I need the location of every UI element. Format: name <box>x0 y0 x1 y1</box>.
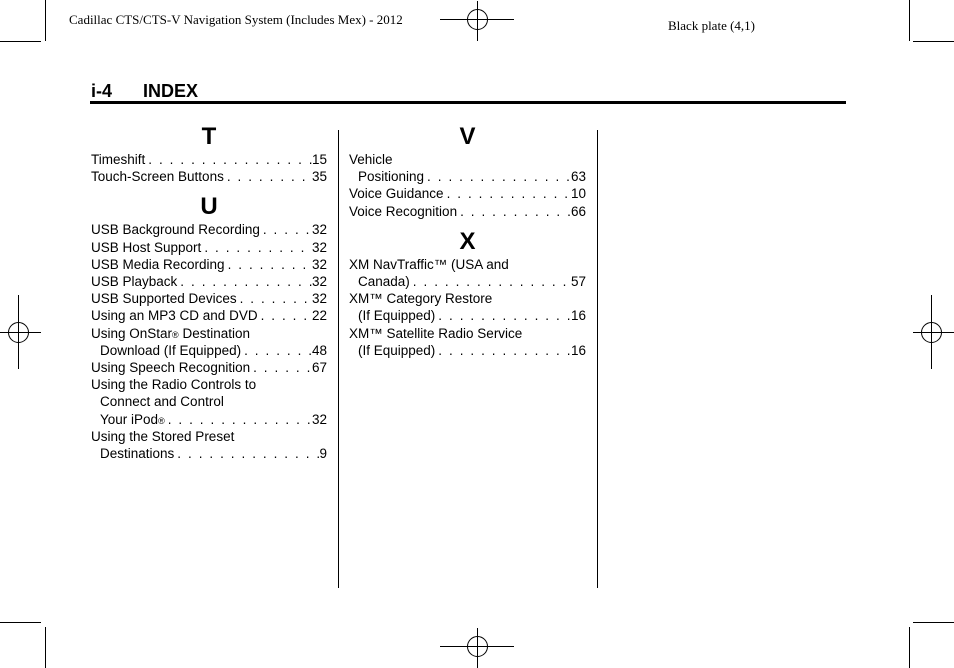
index-entry <box>91 221 327 238</box>
section-letter-u: U <box>200 193 218 221</box>
entry-text: XM NavTraffic™ (USA and <box>349 256 509 272</box>
dot-leader <box>258 307 312 324</box>
entry-text: Canada) <box>358 274 410 290</box>
entry-page: 67 <box>311 360 327 376</box>
crop-mark-top-right-horizontal <box>913 41 954 42</box>
registration-mark-bottom-icon <box>440 628 514 668</box>
dot-leader <box>457 203 571 220</box>
index-entry <box>349 325 586 359</box>
entry-page: 35 <box>311 169 327 185</box>
crop-mark-bottom-right-horizontal <box>913 622 954 623</box>
index-entry <box>91 239 327 256</box>
entry-page: 32 <box>311 291 327 307</box>
section-letter-x: X <box>459 227 476 255</box>
dot-leader <box>174 445 319 462</box>
index-entry <box>91 428 327 462</box>
entry-text: Using the Stored Preset <box>91 428 235 444</box>
dot-leader <box>177 273 312 290</box>
crop-mark-top-right-vertical <box>909 0 910 41</box>
entry-text: Using OnStar <box>91 325 173 341</box>
crop-mark-top-left-vertical <box>45 0 46 41</box>
crop-mark-bottom-left-horizontal <box>0 622 41 623</box>
crop-mark-bottom-left-vertical <box>45 627 46 668</box>
entry-page: 9 <box>319 446 327 462</box>
header-rule <box>90 101 846 104</box>
index-entry <box>91 307 327 324</box>
crop-mark-top-left-horizontal <box>0 41 41 42</box>
entry-text: USB Supported Devices <box>91 291 237 307</box>
dot-leader <box>260 221 312 238</box>
index-entry <box>349 290 586 324</box>
entry-page: 32 <box>311 411 327 427</box>
registration-mark-top-icon <box>440 1 514 41</box>
entry-text: Connect and Control <box>100 394 224 410</box>
index-column-2 <box>349 124 586 359</box>
entry-text: XM™ Category Restore <box>349 291 493 307</box>
dot-leader <box>165 411 312 428</box>
dot-leader <box>201 239 312 256</box>
index-entry <box>91 359 327 376</box>
dot-leader <box>145 151 312 168</box>
index-entry <box>91 273 327 290</box>
entry-page: 16 <box>570 342 586 358</box>
entry-page: 10 <box>570 186 586 202</box>
entry-page: 32 <box>311 222 327 238</box>
index-entry <box>91 256 327 273</box>
section-letter-v: V <box>459 123 476 150</box>
entry-page: 63 <box>570 169 586 185</box>
entry-text: Your iPod <box>100 411 159 427</box>
entry-text: Timeshift <box>91 152 146 167</box>
index-entry <box>349 203 586 220</box>
entry-text: XM™ Satellite Radio Service <box>349 325 523 341</box>
entry-text: (If Equipped) <box>358 308 436 324</box>
entry-text: Voice Recognition <box>349 203 458 219</box>
entry-text: Using the Radio Controls to <box>91 377 257 393</box>
entry-text: Destination <box>178 325 250 341</box>
entry-text: USB Media Recording <box>91 256 225 272</box>
column-divider-2 <box>597 130 598 588</box>
entry-page: 32 <box>311 274 327 290</box>
entry-page: 66 <box>570 203 586 219</box>
column-divider-1 <box>338 130 339 588</box>
entry-text: (If Equipped) <box>358 342 436 358</box>
entry-page: 32 <box>311 239 327 255</box>
entry-text: USB Host Support <box>91 239 202 255</box>
entry-text: Destinations <box>100 446 175 462</box>
entry-page: 48 <box>311 342 327 358</box>
registration-mark-right-icon <box>913 295 954 369</box>
dot-leader <box>424 168 571 185</box>
index-entry <box>349 256 586 290</box>
page-title: INDEX <box>143 81 199 101</box>
entry-text: Download (If Equipped) <box>100 342 242 358</box>
entry-text: USB Playback <box>91 274 178 290</box>
index-entry <box>91 151 327 168</box>
dot-leader <box>225 256 312 273</box>
document-title: Cadillac CTS/CTS-V Navigation System (Includes Mex) - 2012 <box>69 12 403 27</box>
entry-page: 57 <box>570 274 586 290</box>
entry-page: 16 <box>570 308 586 324</box>
entry-page: 32 <box>311 256 327 272</box>
entry-text: Using an MP3 CD and DVD <box>91 308 258 324</box>
dot-leader <box>435 342 571 359</box>
index-entry: Using the Radio Controls to Connect and Control Your iPod ® . . . 32 <box>91 376 327 428</box>
entry-text: Vehicle <box>349 152 393 167</box>
dot-leader <box>237 290 312 307</box>
dot-leader <box>241 342 312 359</box>
index-entry <box>91 168 327 185</box>
section-letter-t: T <box>201 123 217 150</box>
index-entry <box>91 290 327 307</box>
crop-mark-bottom-right-vertical <box>909 627 910 668</box>
dot-leader <box>444 185 571 202</box>
entry-text: USB Background Recording <box>91 222 260 238</box>
entry-text: Using Speech Recognition <box>91 360 251 376</box>
dot-leader <box>224 168 312 185</box>
plate-label: Black plate (4,1) <box>668 18 755 33</box>
index-column-1 <box>91 124 327 462</box>
registration-mark-left-icon <box>0 295 41 369</box>
index-entry <box>349 185 586 202</box>
entry-page: 15 <box>311 152 327 167</box>
page-number: i-4 <box>91 81 113 101</box>
entry-text: Positioning <box>358 169 425 185</box>
index-entry <box>349 151 586 185</box>
entry-text: Touch-Screen Buttons <box>91 169 224 185</box>
dot-leader <box>410 273 571 290</box>
dot-leader <box>435 307 571 324</box>
entry-page: 22 <box>311 308 327 324</box>
index-entry: Using OnStar ® Destination Download (If Equipped) . . . 48 <box>91 325 327 359</box>
entry-text: Voice Guidance <box>349 186 444 202</box>
dot-leader <box>250 359 312 376</box>
